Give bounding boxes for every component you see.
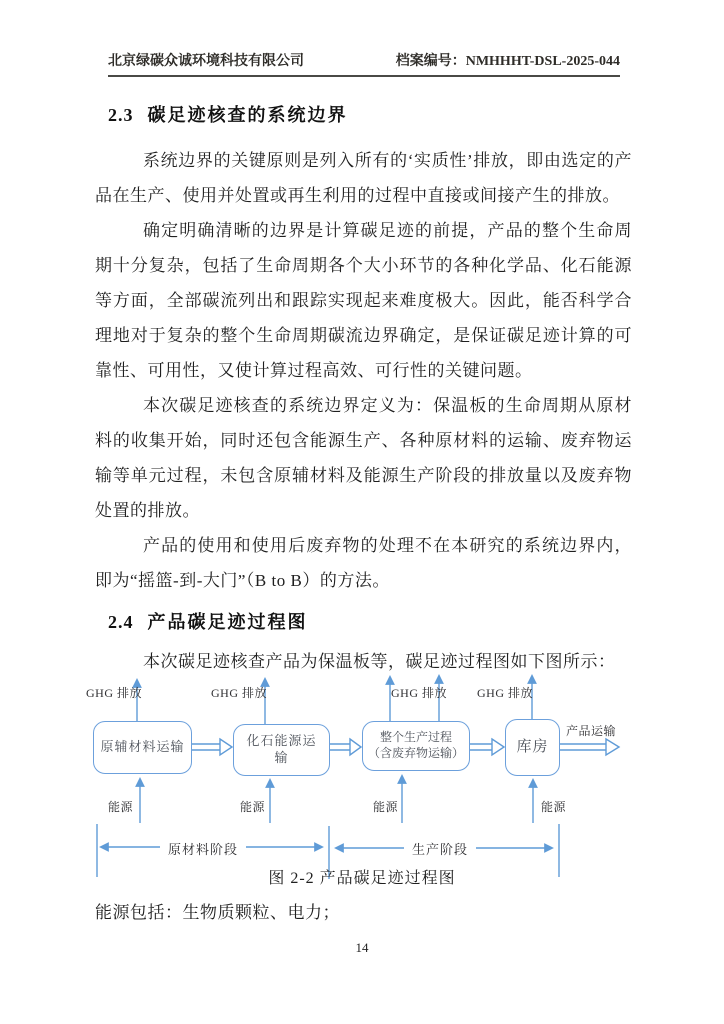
stage-label-production: 生产阶段	[404, 839, 476, 858]
section-number: 2.4	[108, 612, 134, 632]
energy-note: 能源包括：生物质颗粒、电力；	[95, 903, 340, 922]
paragraph-b-to-b-method: 产品的使用和使用后废弃物的处理不在本研究的系统边界内，即为“摇篮-到-大门”（B to B）的方法。	[95, 536, 632, 590]
product-output-arrow-head	[606, 739, 619, 755]
connector-arrow-shaft	[192, 744, 220, 750]
energy-label: 能源	[240, 800, 266, 814]
energy-label: 能源	[541, 800, 567, 814]
process-box-warehouse: 库房	[505, 719, 560, 776]
diagram-arrows	[0, 671, 724, 889]
section-title: 产品碳足迹过程图	[147, 612, 308, 632]
ghg-emission-label: GHG 排放	[391, 686, 447, 700]
paragraph-boundary-complexity: 确定明确清晰的边界是计算碳足迹的前提，产品的整个生命周期十分复杂，包括了生命周期各个大小环节的各种化学品、化石能源等方面，全部碳流列出和跟踪实现起来难度极大。因此，能否科学合理地对于复杂的整个生命周期碳流边界确定，是保证碳足迹计算的可靠性、可用性，又使计算过程高效、可行性的关键问题。	[95, 221, 632, 380]
section-2-3-heading	[108, 103, 632, 127]
connector-arrow-head	[350, 739, 361, 755]
section-title: 碳足迹核查的系统边界	[147, 105, 348, 125]
figure-caption: 图 2-2 产品碳足迹过程图	[268, 870, 456, 887]
connector-arrow-head	[492, 739, 504, 755]
connector-arrow-head	[220, 739, 232, 755]
connector-arrow-shaft	[470, 744, 492, 750]
section-number: 2.3	[108, 105, 134, 125]
page-number: 14	[355, 940, 369, 955]
company-name: 北京绿碳众诚环境科技有限公司	[108, 54, 304, 69]
connector-arrow-shaft	[330, 744, 350, 750]
paragraph-boundary-definition: 本次碳足迹核查的系统边界定义为：保温板的生命周期从原材料的收集开始，同时还包含能源生产、各种原材料的运输、废弃物运输等单元过程，未包含原辅材料及能源生产阶段的排放量以及废弃物处置的排放。	[95, 396, 632, 520]
page-header	[108, 50, 620, 77]
product-transport-label: 产品运输	[566, 724, 617, 738]
ghg-emission-label: GHG 排放	[211, 686, 267, 700]
process-box-production-process: 整个生产过程 （含废弃物运输）	[362, 721, 470, 771]
energy-label: 能源	[373, 800, 399, 814]
product-output-arrow-shaft	[560, 744, 606, 750]
file-number: 档案编号：NMHHHT-DSL-2025-044	[395, 54, 620, 69]
process-box-raw-material-transport: 原辅材料运输	[93, 721, 192, 774]
section-2-4-heading	[108, 610, 632, 634]
ghg-emission-label: GHG 排放	[86, 686, 142, 700]
carbon-footprint-process-diagram	[0, 671, 724, 889]
paragraph-diagram-intro: 本次碳足迹核查产品为保温板等，碳足迹过程图如下图所示：	[143, 652, 616, 671]
paragraph-system-boundary-principle: 系统边界的关键原则是列入所有的‘实质性’排放，即由选定的产品在生产、使用并处置或再生利用的过程中直接或间接产生的排放。	[95, 151, 632, 205]
ghg-emission-label: GHG 排放	[477, 686, 533, 700]
process-box-fossil-energy-transport: 化石能源运 输	[233, 724, 330, 776]
stage-label-raw-material: 原材料阶段	[160, 839, 246, 858]
energy-label: 能源	[108, 800, 134, 814]
